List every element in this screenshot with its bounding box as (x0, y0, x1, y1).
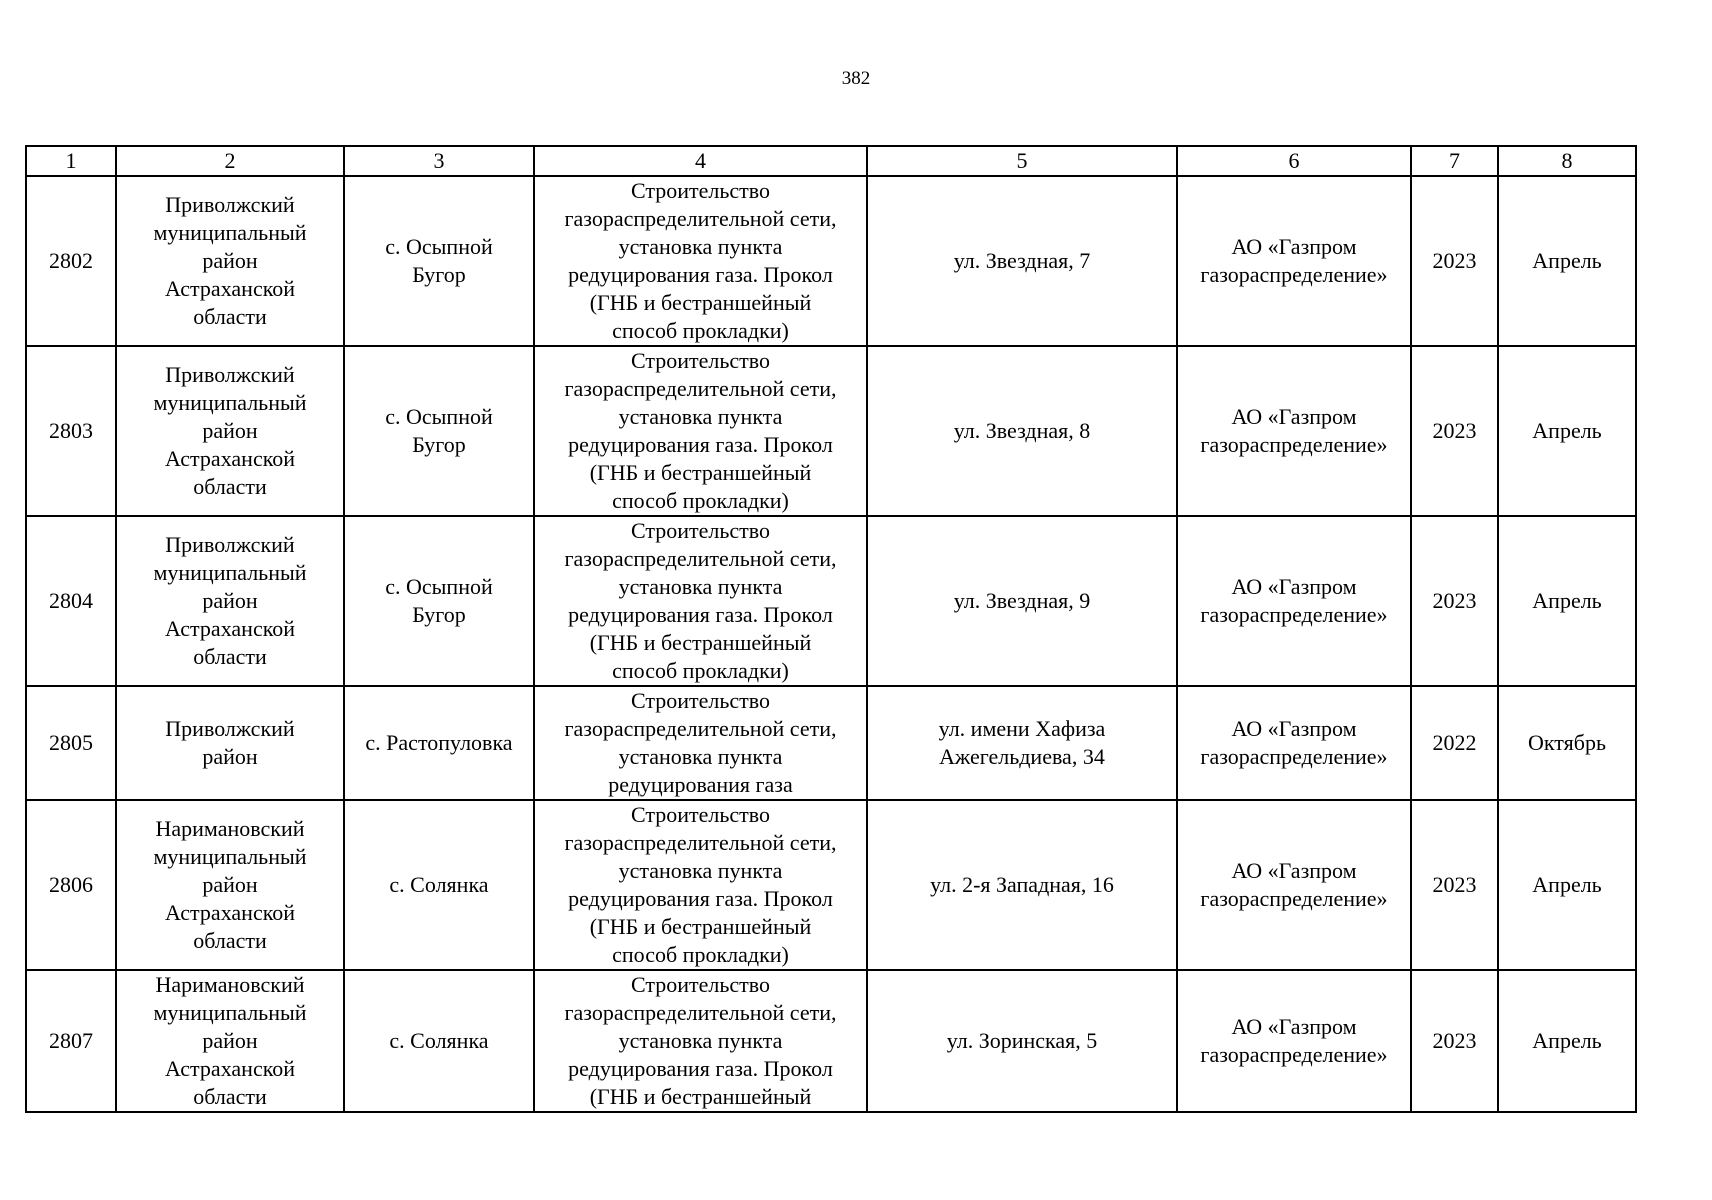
month-cell: Апрель (1498, 970, 1636, 1112)
district-cell: Приволжский район (116, 686, 344, 800)
header-cell-6: 6 (1177, 146, 1411, 176)
row-number-cell: 2807 (26, 970, 116, 1112)
work-description-cell: Строительство газораспределительной сети, установка пункта редуцирования газа (534, 686, 867, 800)
table-row (26, 346, 1636, 516)
organization-cell: АО «Газпром газораспределение» (1177, 686, 1411, 800)
row-number-cell: 2802 (26, 176, 116, 346)
year-cell: 2023 (1411, 346, 1498, 516)
table-row (26, 516, 1636, 686)
year-cell: 2022 (1411, 686, 1498, 800)
district-cell: Приволжский муниципальный район Астраханской области (116, 346, 344, 516)
header-cell-4: 4 (534, 146, 867, 176)
address-cell: ул. имени Хафиза Ажегельдиева, 34 (867, 686, 1177, 800)
settlement-cell: с. Осыпной Бугор (344, 346, 534, 516)
address-cell: ул. Звездная, 8 (867, 346, 1177, 516)
row-number-cell: 2803 (26, 346, 116, 516)
address-cell: ул. Звездная, 7 (867, 176, 1177, 346)
address-cell: ул. 2-я Западная, 16 (867, 800, 1177, 970)
table-row (26, 970, 1636, 1112)
table-header-row (26, 146, 1636, 176)
organization-cell: АО «Газпром газораспределение» (1177, 176, 1411, 346)
settlement-cell: с. Солянка (344, 800, 534, 970)
table-row (26, 800, 1636, 970)
month-cell: Апрель (1498, 346, 1636, 516)
year-cell: 2023 (1411, 800, 1498, 970)
month-cell: Апрель (1498, 176, 1636, 346)
month-cell: Апрель (1498, 516, 1636, 686)
address-cell: ул. Зоринская, 5 (867, 970, 1177, 1112)
month-cell: Апрель (1498, 800, 1636, 970)
header-cell-3: 3 (344, 146, 534, 176)
row-number-cell: 2806 (26, 800, 116, 970)
year-cell: 2023 (1411, 176, 1498, 346)
organization-cell: АО «Газпром газораспределение» (1177, 346, 1411, 516)
header-cell-2: 2 (116, 146, 344, 176)
row-number-cell: 2805 (26, 686, 116, 800)
work-description-cell: Строительство газораспределительной сети, установка пункта редуцирования газа. Прокол (ГНБ и бестраншейный способ прокладки) (534, 800, 867, 970)
settlement-cell: с. Осыпной Бугор (344, 176, 534, 346)
settlement-cell: с. Осыпной Бугор (344, 516, 534, 686)
header-cell-7: 7 (1411, 146, 1498, 176)
table-row (26, 686, 1636, 800)
work-description-cell: Строительство газораспределительной сети, установка пункта редуцирования газа. Прокол (ГНБ и бестраншейный (534, 970, 867, 1112)
district-cell: Приволжский муниципальный район Астраханской области (116, 516, 344, 686)
work-description-cell: Строительство газораспределительной сети, установка пункта редуцирования газа. Прокол (ГНБ и бестраншейный способ прокладки) (534, 516, 867, 686)
organization-cell: АО «Газпром газораспределение» (1177, 800, 1411, 970)
header-cell-5: 5 (867, 146, 1177, 176)
district-cell: Наримановский муниципальный район Астраханской области (116, 970, 344, 1112)
table-row (26, 176, 1636, 346)
page-number: 382 (841, 68, 871, 89)
settlement-cell: с. Растопуловка (344, 686, 534, 800)
organization-cell: АО «Газпром газораспределение» (1177, 970, 1411, 1112)
organization-cell: АО «Газпром газораспределение» (1177, 516, 1411, 686)
district-cell: Наримановский муниципальный район Астраханской области (116, 800, 344, 970)
work-description-cell: Строительство газораспределительной сети, установка пункта редуцирования газа. Прокол (ГНБ и бестраншейный способ прокладки) (534, 176, 867, 346)
row-number-cell: 2804 (26, 516, 116, 686)
settlement-cell: с. Солянка (344, 970, 534, 1112)
year-cell: 2023 (1411, 516, 1498, 686)
month-cell: Октябрь (1498, 686, 1636, 800)
address-cell: ул. Звездная, 9 (867, 516, 1177, 686)
work-description-cell: Строительство газораспределительной сети, установка пункта редуцирования газа. Прокол (ГНБ и бестраншейный способ прокладки) (534, 346, 867, 516)
year-cell: 2023 (1411, 970, 1498, 1112)
header-cell-1: 1 (26, 146, 116, 176)
data-table (25, 145, 1637, 1113)
district-cell: Приволжский муниципальный район Астраханской области (116, 176, 344, 346)
header-cell-8: 8 (1498, 146, 1636, 176)
